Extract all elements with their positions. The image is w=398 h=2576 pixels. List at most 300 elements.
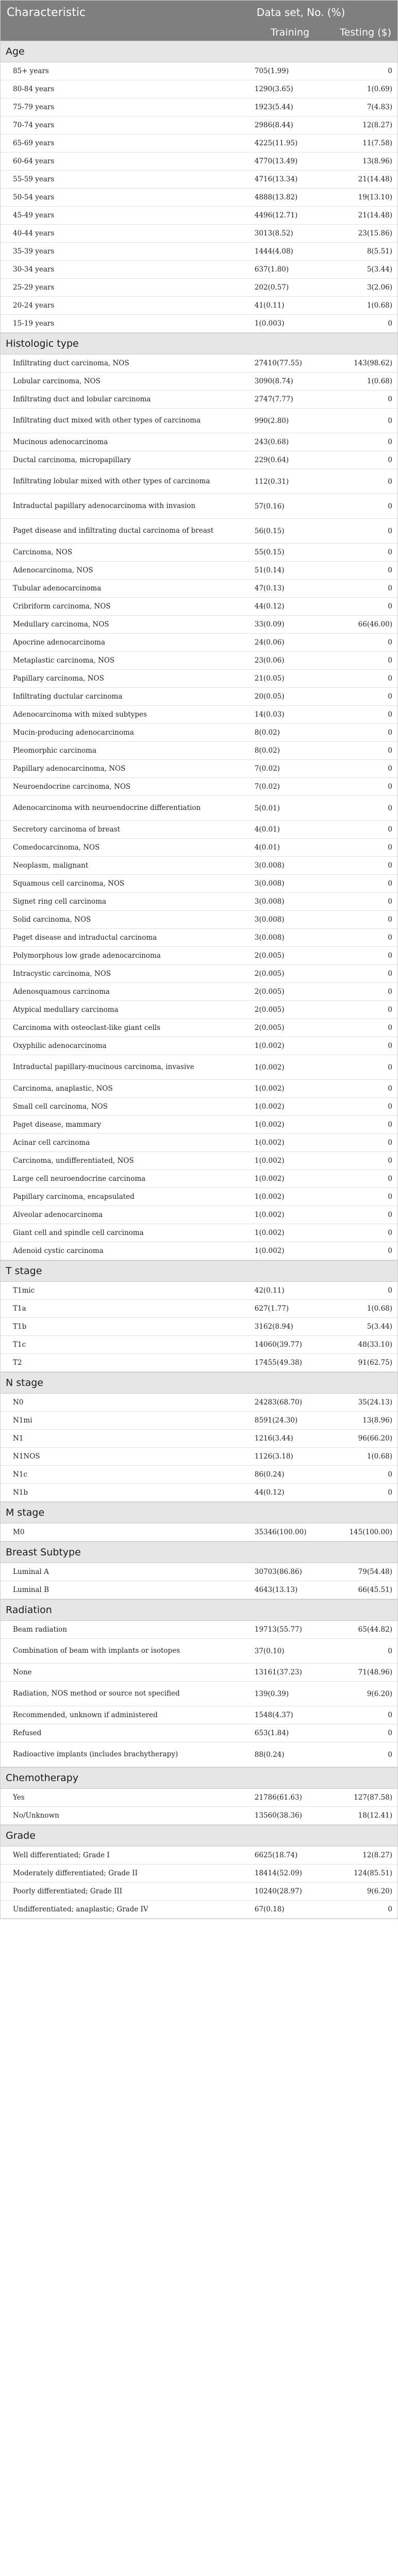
row-testing: 0 — [388, 656, 393, 665]
table-row — [1, 983, 397, 1001]
table-row — [1, 1706, 397, 1724]
row-testing: 143(98.62) — [354, 359, 393, 367]
row-training: 1126(3.18) — [254, 1452, 293, 1461]
row-training: 24(0.06) — [254, 638, 285, 647]
row-testing: 0 — [388, 638, 393, 647]
table-row — [1, 616, 397, 634]
row-training: 1(0.002) — [254, 1063, 285, 1072]
row-testing: 0 — [388, 502, 393, 511]
row-testing: 124(85.51) — [354, 1869, 393, 1877]
row-testing: 0 — [388, 843, 393, 852]
table-row — [1, 706, 397, 724]
table-row — [1, 760, 397, 778]
header-characteristic: Characteristic — [7, 6, 86, 19]
table-row — [1, 778, 397, 796]
table-row — [1, 152, 397, 171]
row-characteristic: 70-74 years — [13, 121, 55, 129]
row-testing: 0 — [388, 1286, 393, 1295]
row-characteristic: Acinar cell carcinoma — [13, 1138, 90, 1147]
row-training: 20(0.05) — [254, 692, 285, 701]
row-characteristic: Large cell neuroendocrine carcinoma — [13, 1174, 146, 1183]
table-row — [1, 469, 397, 494]
header-testing: Testing ($) — [340, 27, 391, 38]
row-characteristic: Luminal B — [13, 1585, 49, 1594]
row-characteristic: Neoplasm, malignant — [13, 861, 89, 870]
row-characteristic: N1c — [13, 1470, 27, 1479]
table-row — [1, 1789, 397, 1807]
row-characteristic: Refused — [13, 1728, 42, 1737]
row-characteristic: T1b — [13, 1322, 27, 1331]
row-testing: 19(13.10) — [358, 193, 393, 201]
row-characteristic: Medullary carcinoma, NOS — [13, 620, 109, 629]
row-training: 4643(13.13) — [254, 1586, 298, 1594]
row-training: 21(0.05) — [254, 674, 285, 683]
row-characteristic: Oxyphilic adenocarcinoma — [13, 1041, 107, 1050]
row-training: 3162(8.94) — [254, 1323, 293, 1331]
row-characteristic: Mucin-producing adenocarcinoma — [13, 728, 134, 737]
row-testing: 1(0.69) — [367, 85, 393, 93]
table-row — [1, 857, 397, 875]
row-testing: 0 — [388, 861, 393, 870]
row-characteristic: Adenocarcinoma, NOS — [13, 566, 93, 574]
row-training: 3(0.008) — [254, 916, 285, 924]
table-row — [1, 965, 397, 983]
row-testing: 12(8.27) — [362, 121, 393, 129]
row-training: 35346(100.00) — [254, 1528, 307, 1536]
row-testing: 0 — [388, 566, 393, 574]
table-row — [1, 1883, 397, 1901]
row-testing: 0 — [388, 1750, 393, 1759]
row-characteristic: 50-54 years — [13, 193, 55, 201]
table-row — [1, 225, 397, 243]
table-row — [1, 433, 397, 451]
table-row — [1, 1484, 397, 1502]
row-characteristic: Carcinoma, anaplastic, NOS — [13, 1084, 113, 1093]
row-testing: 0 — [388, 710, 393, 719]
row-testing: 0 — [388, 952, 393, 960]
row-training: 4496(12.71) — [254, 211, 298, 219]
row-training: 23(0.06) — [254, 656, 285, 665]
row-characteristic: 25-29 years — [13, 283, 55, 292]
row-testing: 12(8.27) — [362, 1851, 393, 1859]
row-characteristic: Squamous cell carcinoma, NOS — [13, 879, 125, 888]
table-row — [1, 1206, 397, 1224]
row-characteristic: Combination of beam with implants or isotopes — [13, 1647, 180, 1655]
table-row — [1, 1724, 397, 1742]
row-testing: 0 — [388, 1470, 393, 1479]
header-training: Training — [271, 27, 310, 38]
row-training: 47(0.13) — [254, 584, 285, 592]
table-row — [1, 1055, 397, 1080]
row-testing: 0 — [388, 970, 393, 978]
row-testing: 5(3.44) — [367, 265, 393, 274]
row-characteristic: N1NOS — [13, 1452, 40, 1461]
row-training: 55(0.15) — [254, 548, 285, 556]
table-row — [1, 297, 397, 315]
row-testing: 35(24.13) — [358, 1398, 393, 1406]
table-row — [1, 634, 397, 652]
row-training: 3(0.008) — [254, 861, 285, 870]
table-row — [1, 243, 397, 261]
row-testing: 0 — [388, 1729, 393, 1737]
row-training: 2(0.005) — [254, 952, 285, 960]
row-training: 2747(7.77) — [254, 395, 293, 403]
table-row — [1, 580, 397, 598]
table-row — [1, 1581, 397, 1599]
row-testing: 11(7.58) — [362, 139, 393, 147]
table-row — [1, 1807, 397, 1825]
row-training: 1(0.002) — [254, 1229, 285, 1237]
section-header: Breast Subtype — [1, 1541, 397, 1563]
row-testing: 0 — [388, 1647, 393, 1655]
row-testing: 0 — [388, 879, 393, 888]
row-testing: 0 — [388, 765, 393, 773]
table-row — [1, 1318, 397, 1336]
row-training: 30703(86.86) — [254, 1568, 302, 1576]
table-row — [1, 171, 397, 189]
table-row — [1, 279, 397, 297]
row-testing: 0 — [388, 319, 393, 328]
row-characteristic: Polymorphous low grade adenocarcinoma — [13, 951, 161, 960]
row-training: 112(0.31) — [254, 477, 289, 486]
row-training: 202(0.57) — [254, 283, 289, 292]
table-row — [1, 207, 397, 225]
row-characteristic: 30-34 years — [13, 265, 55, 274]
table-row — [1, 1523, 397, 1541]
row-characteristic: Paget disease and infiltrating ductal carcinoma of breast — [13, 527, 214, 535]
row-training: 8(0.02) — [254, 728, 280, 737]
row-testing: 127(87.58) — [354, 1793, 393, 1802]
row-training: 19713(55.77) — [254, 1625, 302, 1634]
row-characteristic: Radiation, NOS method or source not specified — [13, 1689, 180, 1698]
row-training: 4770(13.49) — [254, 157, 298, 165]
row-testing: 7(4.83) — [367, 103, 393, 111]
row-testing: 0 — [388, 1157, 393, 1165]
row-testing: 1(0.68) — [367, 1304, 393, 1313]
row-training: 1548(4.37) — [254, 1711, 293, 1719]
row-testing: 0 — [388, 1121, 393, 1129]
row-training: 2(0.005) — [254, 1024, 285, 1032]
row-training: 243(0.68) — [254, 438, 289, 446]
row-training: 2(0.005) — [254, 988, 285, 996]
row-testing: 5(3.44) — [367, 1323, 393, 1331]
row-testing: 0 — [388, 584, 393, 592]
row-characteristic: 65-69 years — [13, 139, 55, 147]
row-training: 13560(38.36) — [254, 1811, 302, 1820]
row-training: 42(0.11) — [254, 1286, 285, 1295]
row-testing: 0 — [388, 897, 393, 906]
row-testing: 145(100.00) — [349, 1528, 393, 1536]
table-row — [1, 372, 397, 391]
row-training: 4888(13.82) — [254, 193, 298, 201]
row-testing: 8(5.51) — [367, 247, 393, 256]
row-training: 13161(37.23) — [254, 1668, 302, 1676]
row-training: 4716(13.34) — [254, 175, 298, 183]
row-training: 1444(4.08) — [254, 247, 293, 256]
row-characteristic: 60-64 years — [13, 157, 55, 165]
row-characteristic: Infiltrating duct mixed with other types of carcinoma — [13, 416, 201, 425]
table-row — [1, 1098, 397, 1116]
row-training: 88(0.24) — [254, 1750, 285, 1759]
table-row — [1, 670, 397, 688]
row-characteristic: 20-24 years — [13, 301, 55, 310]
table-row — [1, 1242, 397, 1260]
row-training: 17455(49.38) — [254, 1359, 302, 1367]
table-row — [1, 409, 397, 433]
section-header: Age — [1, 41, 397, 62]
row-characteristic: Papillary adenocarcinoma, NOS — [13, 764, 126, 773]
row-characteristic: Cribriform carcinoma, NOS — [13, 602, 111, 611]
row-characteristic: 35-39 years — [13, 247, 55, 256]
row-testing: 0 — [388, 783, 393, 791]
row-training: 1(0.002) — [254, 1211, 285, 1219]
row-characteristic: N1b — [13, 1488, 28, 1497]
row-testing: 0 — [388, 548, 393, 556]
row-characteristic: Pleomorphic carcinoma — [13, 746, 97, 755]
row-testing: 66(46.00) — [358, 620, 393, 629]
row-characteristic: Small cell carcinoma, NOS — [13, 1102, 108, 1111]
row-characteristic: Yes — [13, 1793, 25, 1802]
section-header: Radiation — [1, 1599, 397, 1621]
row-training: 3(0.008) — [254, 879, 285, 888]
row-testing: 0 — [388, 1006, 393, 1014]
table-row — [1, 1664, 397, 1682]
section-header: T stage — [1, 1260, 397, 1282]
table-row — [1, 1170, 397, 1188]
row-training: 1(0.002) — [254, 1121, 285, 1129]
table-row — [1, 796, 397, 821]
row-characteristic: 55-59 years — [13, 175, 55, 183]
row-testing: 21(14.48) — [358, 211, 393, 219]
table-row — [1, 1901, 397, 1919]
row-testing: 0 — [388, 1193, 393, 1201]
row-testing: 0 — [388, 747, 393, 755]
row-testing: 65(44.82) — [358, 1625, 393, 1634]
row-characteristic: Recommended, unknown if administered — [13, 1710, 158, 1719]
row-training: 51(0.14) — [254, 566, 285, 574]
section-header: Chemotherapy — [1, 1767, 397, 1789]
row-testing: 0 — [388, 1063, 393, 1072]
row-testing: 0 — [388, 934, 393, 942]
table-row — [1, 1412, 397, 1430]
table-row — [1, 1621, 397, 1639]
table-row — [1, 562, 397, 580]
row-testing: 0 — [388, 728, 393, 737]
row-training: 1(0.002) — [254, 1103, 285, 1111]
table-row — [1, 1448, 397, 1466]
table-row — [1, 519, 397, 544]
row-characteristic: Apocrine adenocarcinoma — [13, 638, 105, 647]
row-testing: 0 — [388, 1175, 393, 1183]
row-characteristic: M0 — [13, 1528, 25, 1536]
section-header: M stage — [1, 1502, 397, 1523]
table-row — [1, 1394, 397, 1412]
row-characteristic: Adenocarcinoma with mixed subtypes — [13, 710, 147, 719]
row-characteristic: 45-49 years — [13, 211, 55, 219]
row-training: 6625(18.74) — [254, 1851, 298, 1859]
table-row — [1, 724, 397, 742]
table-row — [1, 911, 397, 929]
table-row — [1, 1019, 397, 1037]
table-row — [1, 391, 397, 409]
row-training: 14060(39.77) — [254, 1341, 302, 1349]
row-training: 27410(77.55) — [254, 359, 302, 367]
table-row — [1, 189, 397, 207]
row-training: 41(0.11) — [254, 301, 285, 310]
row-testing: 0 — [388, 1211, 393, 1219]
row-training: 8591(24.30) — [254, 1416, 298, 1425]
row-characteristic: Adenosquamous carcinoma — [13, 987, 110, 996]
row-training: 990(2.80) — [254, 416, 289, 425]
row-testing: 0 — [388, 1084, 393, 1093]
row-training: 1290(3.65) — [254, 85, 293, 93]
row-testing: 1(0.68) — [367, 377, 393, 385]
row-testing: 23(15.86) — [358, 229, 393, 238]
table-row — [1, 839, 397, 857]
table-row — [1, 494, 397, 519]
row-training: 2(0.005) — [254, 970, 285, 978]
row-characteristic: Neuroendocrine carcinoma, NOS — [13, 782, 131, 791]
header-spacer — [1, 24, 250, 41]
table-row — [1, 1639, 397, 1664]
row-characteristic: Moderately differentiated; Grade II — [13, 1869, 138, 1877]
table-row — [1, 1001, 397, 1019]
table-row — [1, 116, 397, 134]
table-row — [1, 1336, 397, 1354]
row-training: 653(1.84) — [254, 1729, 289, 1737]
row-characteristic: Metaplastic carcinoma, NOS — [13, 656, 115, 665]
row-testing: 0 — [388, 1042, 393, 1050]
table-row — [1, 929, 397, 947]
row-testing: 0 — [388, 395, 393, 403]
row-training: 1216(3.44) — [254, 1434, 293, 1443]
row-training: 37(0.10) — [254, 1647, 285, 1655]
table-row — [1, 1846, 397, 1865]
row-testing: 0 — [388, 1139, 393, 1147]
row-training: 67(0.18) — [254, 1905, 285, 1913]
row-characteristic: Intracystic carcinoma, NOS — [13, 969, 111, 978]
row-characteristic: Adenoid cystic carcinoma — [13, 1246, 104, 1255]
row-characteristic: Luminal A — [13, 1567, 49, 1576]
row-training: 139(0.39) — [254, 1689, 289, 1698]
table-row — [1, 544, 397, 562]
row-testing: 13(8.96) — [362, 1416, 393, 1425]
row-characteristic: 40-44 years — [13, 229, 55, 238]
table-row — [1, 742, 397, 760]
row-testing: 1(0.68) — [367, 301, 393, 310]
row-characteristic: Undifferentiated; anaplastic; Grade IV — [13, 1905, 148, 1913]
row-training: 44(0.12) — [254, 1488, 285, 1497]
row-training: 3(0.008) — [254, 897, 285, 906]
row-training: 1(0.002) — [254, 1193, 285, 1201]
table-row — [1, 1563, 397, 1581]
row-characteristic: Papillary carcinoma, NOS — [13, 674, 104, 683]
row-characteristic: Signet ring cell carcinoma — [13, 897, 107, 906]
row-training: 33(0.09) — [254, 620, 285, 629]
table-row — [1, 1742, 397, 1767]
table-row — [1, 1037, 397, 1055]
row-characteristic: Alveolar adenocarcinoma — [13, 1210, 103, 1219]
table-row — [1, 1116, 397, 1134]
row-characteristic: Infiltrating duct carcinoma, NOS — [13, 359, 129, 367]
table-row — [1, 98, 397, 116]
row-characteristic: Lobular carcinoma, NOS — [13, 377, 101, 385]
row-testing: 0 — [388, 1905, 393, 1913]
row-training: 1(0.002) — [254, 1084, 285, 1093]
table-row — [1, 947, 397, 965]
row-characteristic: N1 — [13, 1434, 24, 1443]
row-training: 86(0.24) — [254, 1470, 285, 1479]
row-characteristic: T1a — [13, 1304, 26, 1313]
row-testing: 0 — [388, 692, 393, 701]
table-row — [1, 1134, 397, 1152]
row-characteristic: Adenocarcinoma with neuroendocrine differentiation — [13, 804, 201, 812]
row-characteristic: Solid carcinoma, NOS — [13, 915, 91, 924]
row-training: 3013(8.52) — [254, 229, 293, 238]
row-training: 24283(68.70) — [254, 1398, 302, 1406]
header-dataset: Data set, No. (%) — [256, 6, 345, 19]
table-row — [1, 875, 397, 893]
table-row — [1, 62, 397, 80]
row-training: 1(0.002) — [254, 1175, 285, 1183]
table-row — [1, 1466, 397, 1484]
row-training: 8(0.02) — [254, 747, 280, 755]
row-testing: 0 — [388, 988, 393, 996]
row-characteristic: Radioactive implants (includes brachytherapy) — [13, 1750, 178, 1758]
row-characteristic: Paget disease and intraductal carcinoma — [13, 933, 157, 942]
row-training: 7(0.02) — [254, 765, 280, 773]
row-characteristic: None — [13, 1668, 32, 1676]
table-row — [1, 134, 397, 152]
row-training: 705(1.99) — [254, 67, 289, 75]
table-row — [1, 1300, 397, 1318]
table-row — [1, 652, 397, 670]
table-row — [1, 1224, 397, 1242]
row-training: 44(0.12) — [254, 602, 285, 611]
row-training: 1(0.002) — [254, 1042, 285, 1050]
row-testing: 0 — [388, 416, 393, 425]
row-characteristic: Atypical medullary carcinoma — [13, 1005, 119, 1014]
row-training: 1(0.002) — [254, 1139, 285, 1147]
row-training: 637(1.80) — [254, 265, 289, 274]
row-characteristic: T2 — [13, 1358, 22, 1367]
row-training: 4(0.01) — [254, 825, 280, 834]
row-testing: 71(48.96) — [358, 1668, 393, 1676]
row-training: 3(0.008) — [254, 934, 285, 942]
row-characteristic: N0 — [13, 1398, 24, 1406]
row-testing: 66(45.51) — [358, 1586, 393, 1594]
row-testing: 0 — [388, 1247, 393, 1255]
section-header: N stage — [1, 1372, 397, 1394]
row-testing: 1(0.68) — [367, 1452, 393, 1461]
row-characteristic: Well differentiated; Grade I — [13, 1851, 110, 1859]
row-characteristic: Carcinoma with osteoclast-like giant cells — [13, 1023, 161, 1032]
table-row — [1, 261, 397, 279]
row-characteristic: Infiltrating duct and lobular carcinoma — [13, 395, 151, 403]
row-testing: 0 — [388, 804, 393, 812]
row-characteristic: 80-84 years — [13, 84, 55, 93]
row-testing: 0 — [388, 1711, 393, 1719]
row-characteristic: Intraductal papillary-mucinous carcinoma, invasive — [13, 1063, 194, 1071]
table-row — [1, 1080, 397, 1098]
row-testing: 13(8.96) — [362, 157, 393, 165]
row-characteristic: Carcinoma, undifferentiated, NOS — [13, 1156, 134, 1165]
row-testing: 0 — [388, 825, 393, 834]
row-characteristic: Infiltrating lobular mixed with other types of carcinoma — [13, 477, 210, 485]
row-training: 229(0.64) — [254, 456, 289, 464]
row-training: 10240(28.97) — [254, 1887, 302, 1895]
row-training: 627(1.77) — [254, 1304, 289, 1313]
